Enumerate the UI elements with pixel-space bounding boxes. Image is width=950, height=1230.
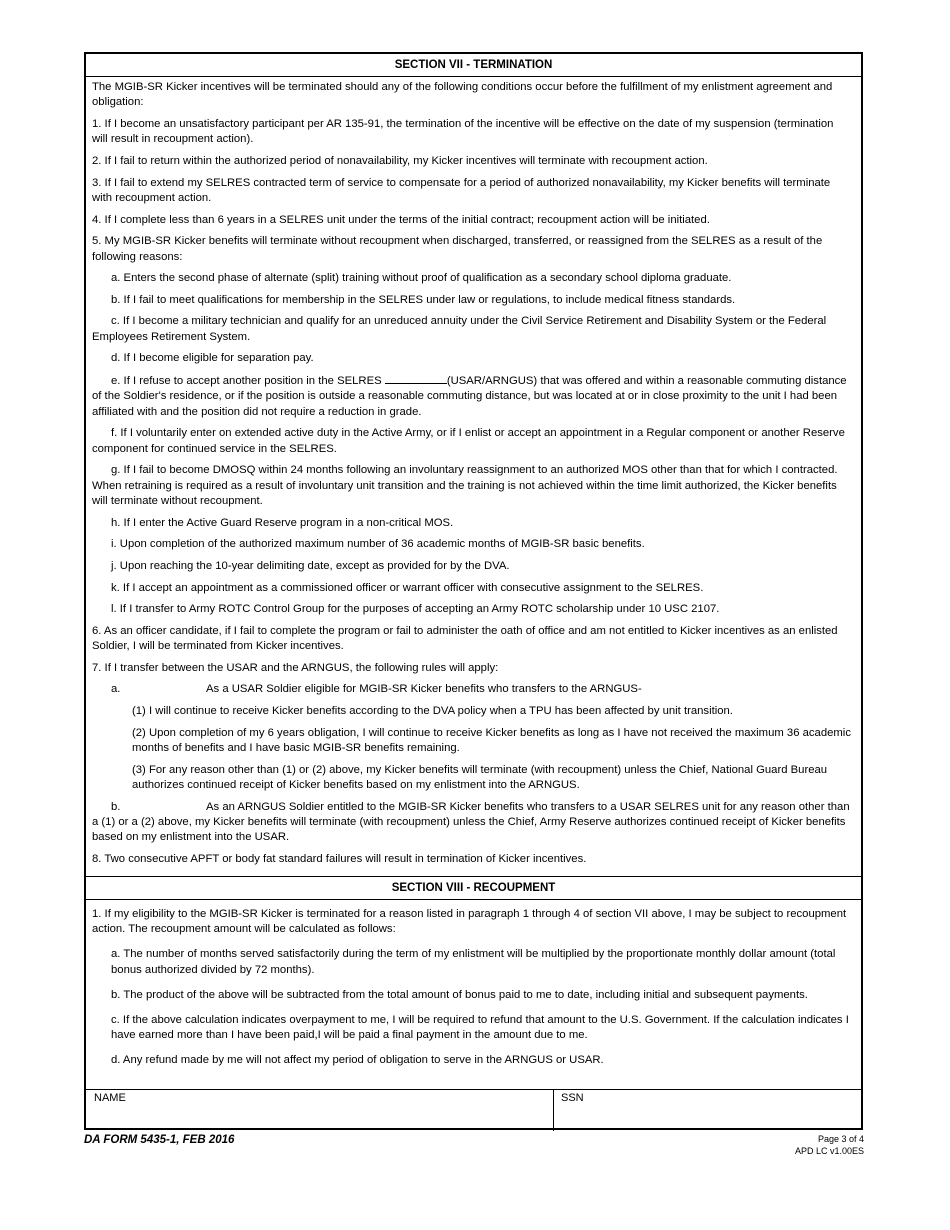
paragraph-5l: l. If I transfer to Army ROTC Control Group for the purposes of accepting an Army ROTC scholarship under 10 USC 2107.: [111, 603, 720, 616]
paragraph-7b-letter: b.: [111, 800, 121, 813]
form-id: DA FORM 5435-1, FEB 2016: [84, 1134, 235, 1146]
recoupment-paragraph-c: c. If the above calculation indicates overpayment to me, I will be required to refund that amount to the U.S. Government. If the calculation indicates I have earned more than I have been paid,I will be paid a final payment in the amount due to me.: [111, 1013, 849, 1041]
paragraph-7a-letter: a.: [111, 683, 121, 696]
version-label: APD LC v1.00ES: [794, 1146, 864, 1156]
paragraph-5b: b. If I fail to meet qualifications for membership in the SELRES under law or regulations, to include medical fitness standards.: [111, 293, 736, 306]
recoupment-paragraph-a: a. The number of months served satisfactorily during the term of my enlistment will be multiplied by the proportionate monthly dollar amount (total bonus authorized divided by 72 months).: [111, 948, 836, 976]
page-number: Page 3 of 4: [817, 1134, 864, 1144]
paragraph-5e-end: (USAR/ARNGUS) that was offered and within a reasonable commuting distance of the Soldier's residence, or if the position is outside a reasonable commuting distance, but was located at or in close proximity to the unit I had been affiliated with and the position did not require a reduction in grade.: [92, 374, 847, 418]
ssn-label: SSN: [561, 1092, 584, 1104]
paragraph-5f: f. If I voluntarily enter on extended active duty in the Active Army, or if I enlist or accept an appointment in a Regular component or another Reserve component for continued service in the SELRES.: [92, 427, 845, 455]
paragraph-2: 2. If I fail to return within the authorized period of nonavailability, my Kicker incentives will terminate with recoupment action.: [92, 155, 708, 167]
paragraph-5d: d. If I become eligible for separation pay.: [111, 352, 314, 365]
paragraph-5: 5. My MGIB-SR Kicker benefits will terminate without recoupment when discharged, transferred, or reassigned from the SELRES as a result of the following reasons:: [92, 235, 823, 263]
page-info: [795, 1133, 864, 1157]
form-page: [84, 52, 863, 1130]
paragraph-8: 8. Two consecutive APFT or body fat standard failures will result in termination of Kicker incentives.: [92, 852, 587, 865]
section-7-title: SECTION VII - TERMINATION: [86, 54, 861, 77]
recoupment-paragraph-d: d. Any refund made by me will not affect my period of obligation to serve in the ARNGUS or USAR.: [111, 1053, 604, 1066]
section-8-title: SECTION VIII - RECOUPMENT: [86, 876, 861, 900]
paragraph-3: 3. If I fail to extend my SELRES contracted term of service to compensate for a period of authorized nonavailability, my Kicker benefits will terminate with recoupment action.: [92, 176, 831, 204]
paragraph-7a1: (1) I will continue to receive Kicker benefits according to the DVA policy when a TPU has been affected by unit transition.: [132, 704, 733, 717]
section-7-intro: The MGIB-SR Kicker incentives will be terminated should any of the following conditions occur before the fulfillment of my enlistment agreement and obligation:: [92, 81, 833, 109]
paragraph-5e: [92, 373, 851, 420]
paragraph-5k: k. If I accept an appointment as a commissioned officer or warrant officer with consecutive assignment to the SELRES.: [111, 581, 704, 594]
paragraph-6: 6. As an officer candidate, if I fail to complete the program or fail to administer the oath of office and am not entitled to Kicker incentives as an enlisted Soldier, I will be terminated from Kicker incentives.: [92, 624, 838, 653]
paragraph-1: 1. If I become an unsatisfactory participant per AR 135-91, the termination of the incentive will be effective on the date of my suspension (termination will result in recoupment action).: [92, 118, 834, 146]
paragraph-5e-start: e. If I refuse to accept another position in the SELRES: [111, 374, 382, 387]
name-field[interactable]: [86, 1090, 554, 1131]
paragraph-7: 7. If I transfer between the USAR and the ARNGUS, the following rules will apply:: [92, 661, 499, 674]
paragraph-5g: g. If I fail to become DMOSQ within 24 months following an involuntary reassignment to an authorized MOS other than that for which I contracted. When retraining is required as a result of involuntary unit transition and the training is not achieved within the time limit authorized, the Kicker benefits will terminate without recoupment.: [92, 464, 838, 508]
paragraph-7a3: (3) For any reason other than (1) or (2) above, my Kicker benefits will terminate (with recoupment) unless the Chief, National Guard Bureau authorizes continued receipt of Kicker benefits based on my enlistment into the ARNGUS.: [132, 763, 828, 791]
paragraph-7b: [92, 800, 851, 846]
paragraph-5a: a. Enters the second phase of alternate (split) training without proof of qualification as a secondary school diploma graduate.: [111, 272, 732, 285]
paragraph-5i: i. Upon completion of the authorized maximum number of 36 academic months of MGIB-SR basic benefits.: [111, 538, 645, 551]
paragraph-7a: [92, 682, 851, 697]
paragraph-7a-text: As a USAR Soldier eligible for MGIB-SR Kicker benefits who transfers to the ARNGUS-: [206, 683, 642, 696]
recoupment-paragraph-1: 1. If my eligibility to the MGIB-SR Kicker is terminated for a reason listed in paragraph 1 through 4 of section VII above, I may be subject to recoupment action. The recoupment amount will be calculated as follows:: [92, 908, 847, 936]
paragraph-7b-text: As an ARNGUS Soldier entitled to the MGIB-SR Kicker benefits who transfers to a USAR SELRES unit for any reason other than a (1) or a (2) above, my Kicker benefits will terminate (with recoupment) unless the Chief, Army Reserve authorizes continued receipt of Kicker benefits based on my enlistment into the USAR.: [92, 800, 850, 844]
ssn-field[interactable]: [554, 1090, 861, 1131]
paragraph-5j: j. Upon reaching the 10-year delimiting date, except as provided for by the DVA.: [111, 559, 510, 572]
signature-row: [86, 1090, 861, 1131]
paragraph-5h: h. If I enter the Active Guard Reserve program in a non-critical MOS.: [111, 516, 454, 529]
component-blank-field[interactable]: [385, 373, 447, 384]
section-7-body: [86, 77, 861, 876]
recoupment-paragraph-b: b. The product of the above will be subtracted from the total amount of bonus paid to me to date, including initial and subsequent payments.: [111, 988, 808, 1001]
paragraph-4: 4. If I complete less than 6 years in a SELRES unit under the terms of the initial contract; recoupment action will be initiated.: [92, 213, 710, 226]
paragraph-5c: c. If I become a military technician and qualify for an unreduced annuity under the Civil Service Retirement and Disability System or the Federal Employees Retirement System.: [92, 315, 827, 343]
name-label: NAME: [94, 1092, 126, 1104]
section-8-body: [86, 900, 861, 1090]
paragraph-7a2: (2) Upon completion of my 6 years obligation, I will continue to receive Kicker benefits as long as I have not received the maximum 36 academic months of benefits and I have basic MGIB-SR benefits remaining.: [132, 726, 851, 754]
